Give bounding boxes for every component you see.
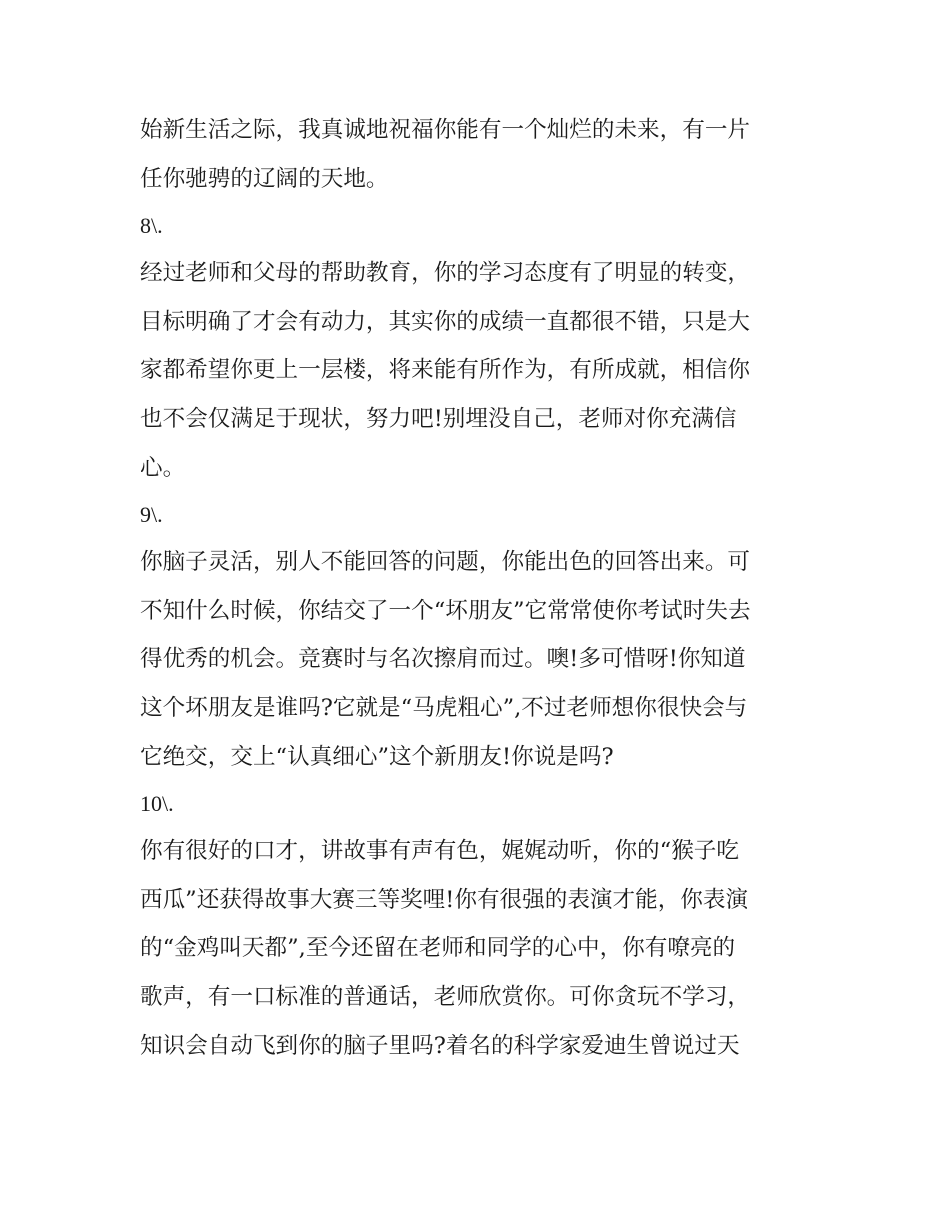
text-line: 心。 [140,454,186,481]
text-line: 的“金鸡叫天都”,至今还留在老师和同学的心中，你有嘹亮的 [140,935,736,962]
text-line: 任你驰骋的辽阔的天地。 [140,165,389,192]
text-line: 目标明确了才会有动力，其实你的成绩一直都很不错，只是大 [140,308,751,335]
text-line: 西瓜”还获得故事大赛三等奖哩!你有很强的表演才能，你表演 [140,886,749,913]
text-line: 它绝交，交上“认真细心”这个新朋友!你说是吗? [140,743,614,770]
text-line: 不知什么时候，你结交了一个“坏朋友”它常常使你考试时失去 [140,597,751,624]
text-line: 也不会仅满足于现状，努力吧!别埋没自己，老师对你充满信 [140,405,737,432]
text-line: 始新生活之际，我真诚地祝福你能有一个灿烂的未来，有一片 [140,117,751,143]
text-line: 这个坏朋友是谁吗?它就是“马虎粗心”,不过老师想你很快会与 [140,694,748,721]
text-line: 经过老师和父母的帮助教育，你的学习态度有了明显的转变， [140,260,751,287]
text-line: 知识会自动飞到你的脑子里吗?着名的科学家爱迪生曾说过天 [140,1032,740,1059]
text-line: 你脑子灵活，别人不能回答的问题，你能出色的回答出来。可 [140,549,751,576]
item-number: 9\. [140,502,163,528]
item-number: 8\. [140,213,163,239]
text-line: 歌声，有一口标准的普通话，老师欣赏你。可你贪玩不学习， [140,983,751,1010]
item-number: 10\. [140,791,174,817]
document-page [140,106,820,1070]
text-line: 得优秀的机会。竞赛时与名次擦肩而过。噢!多可惜呀!你知道 [140,646,746,673]
text-line: 你有很好的口才，讲故事有声有色，娓娓动听，你的“猴子吃 [140,838,739,865]
text-line: 家都希望你更上一层楼，将来能有所作为，有所成就，相信你 [140,357,751,384]
